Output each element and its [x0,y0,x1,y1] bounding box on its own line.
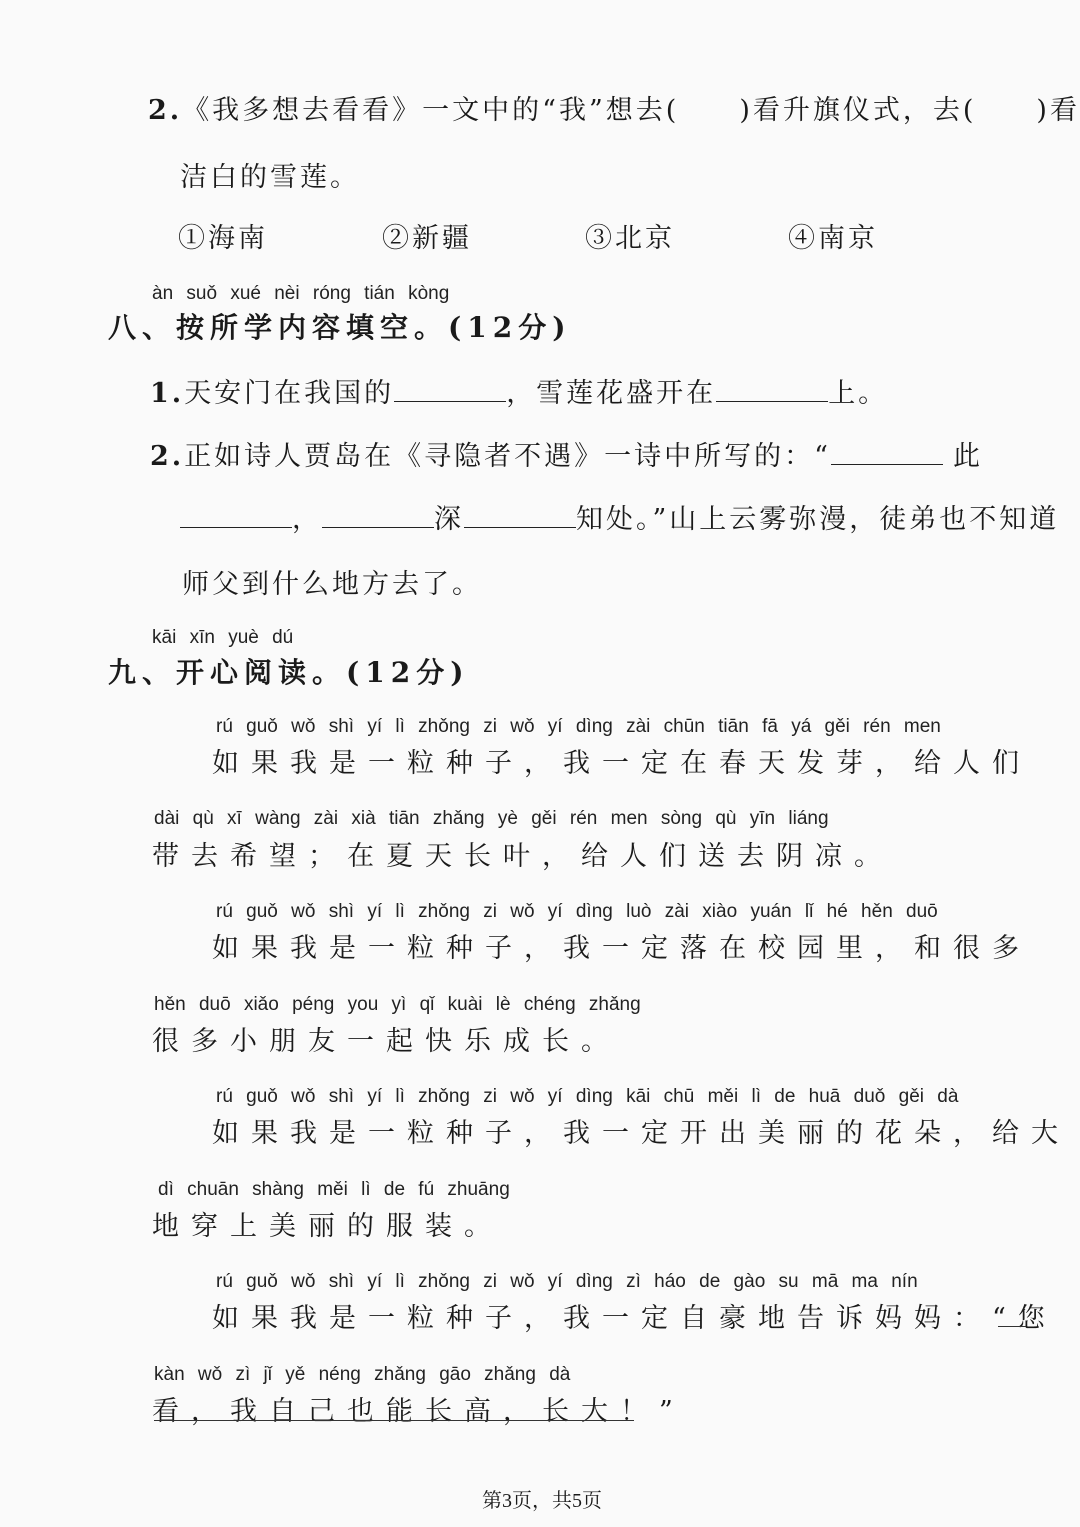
p1-text-2: 带去希望；在夏天长叶，给人们送去阴凉。 [152,841,893,872]
s8-q2-blank-4[interactable] [464,501,576,528]
section8-pinyin: àn suǒ xué nèi róng tián kòng [152,283,450,304]
q7-2-text-b: )看升旗仪式，去( [739,95,977,126]
p4-pinyin-2: kàn wǒ zì jǐ yě néng zhǎng gāo zhǎng dà [154,1364,571,1385]
s8-q2-text-b: 此 [953,441,983,472]
s8-q2-line1 [150,434,983,473]
p3-text-2: 地穿上美丽的服装。 [152,1211,503,1242]
s8-q2-line2 [180,497,1059,536]
s8-q2-text-e: 知处。”山上云雾弥漫，徒弟也不知道 [576,504,1060,535]
p2-text-1: 如果我是一粒种子，我一定落在校园里，和很多 [212,933,1031,964]
p4-text-2: 看，我自己也能长高，长大！” [152,1396,685,1427]
s8-q2-number: 2. [150,441,185,472]
s8-q2-blank-3[interactable] [322,501,434,528]
p4-underline-1 [998,1326,1026,1327]
q7-2-option-2: ②新疆 [382,223,472,254]
p2-pinyin-2: hěn duō xiǎo péng you yì qǐ kuài lè chéng zhǎng [154,994,641,1015]
p3-pinyin-2: dì chuān shàng měi lì de fú zhuāng [158,1179,510,1200]
p4-underline-2 [154,1420,634,1421]
q7-2-option-1: ①海南 [178,223,268,254]
q7-2-line1 [148,88,1080,127]
s8-q2-blank-1[interactable] [831,438,943,465]
p2-text-2: 很多小朋友一起快乐成长。 [152,1026,620,1057]
s8-q1-text-b: ，雪莲花盛开在 [506,378,717,409]
s8-q1-text-a: 天安门在我国的 [184,378,395,409]
q7-2-text-a: 《我多想去看看》一文中的“我”想去( [182,95,680,126]
p2-pinyin-1: rú guǒ wǒ shì yí lì zhǒng zi wǒ yí dìng luò zài xiào yuán lǐ hé hěn duō [216,901,938,922]
q7-2-option-3: ③北京 [585,223,675,254]
s8-q1-text-c: 上。 [828,378,889,409]
p3-pinyin-1: rú guǒ wǒ shì yí lì zhǒng zi wǒ yí dìng kāi chū měi lì de huā duǒ gěi dà [216,1086,959,1107]
p1-text-1: 如果我是一粒种子，我一定在春天发芽，给人们 [212,748,1031,779]
section8-title: 八、按所学内容填空。(12分) [108,311,572,344]
s8-q1 [150,371,888,410]
s8-q2-text-c: ， [292,504,322,535]
s8-q2-text-d: 深 [434,504,464,535]
s8-q1-number: 1. [150,378,185,409]
section9-title: 九、开心阅读。(12分) [108,656,470,689]
q7-2-option-4: ④南京 [788,223,878,254]
s8-q2-text-a: 正如诗人贾岛在《寻隐者不遇》一诗中所写的：“ [184,441,831,472]
p3-text-1: 如果我是一粒种子，我一定开出美丽的花朵，给大 [212,1118,1070,1149]
p4-text-1: 如果我是一粒种子，我一定自豪地告诉妈妈：“您 [212,1303,1057,1334]
p4-pinyin-1: rú guǒ wǒ shì yí lì zhǒng zi wǒ yí dìng zì háo de gào su mā ma nín [216,1271,918,1292]
p1-pinyin-1: rú guǒ wǒ shì yí lì zhǒng zi wǒ yí dìng zài chūn tiān fā yá gěi rén men [216,716,941,737]
section9-pinyin: kāi xīn yuè dú [152,627,294,648]
q7-2-text-c: )看 [1036,95,1080,126]
q7-2-number: 2. [148,95,183,126]
s8-q1-blank-2[interactable] [716,375,828,402]
s8-q2-line3: 师父到什么地方去了。 [182,569,482,600]
q7-2-line2: 洁白的雪莲。 [180,162,360,193]
s8-q2-blank-2[interactable] [180,501,292,528]
p1-pinyin-2: dài qù xī wàng zài xià tiān zhǎng yè gěi rén men sòng qù yīn liáng [154,808,829,829]
s8-q1-blank-1[interactable] [394,375,506,402]
page-footer: 第3页，共5页 [482,1490,602,1512]
